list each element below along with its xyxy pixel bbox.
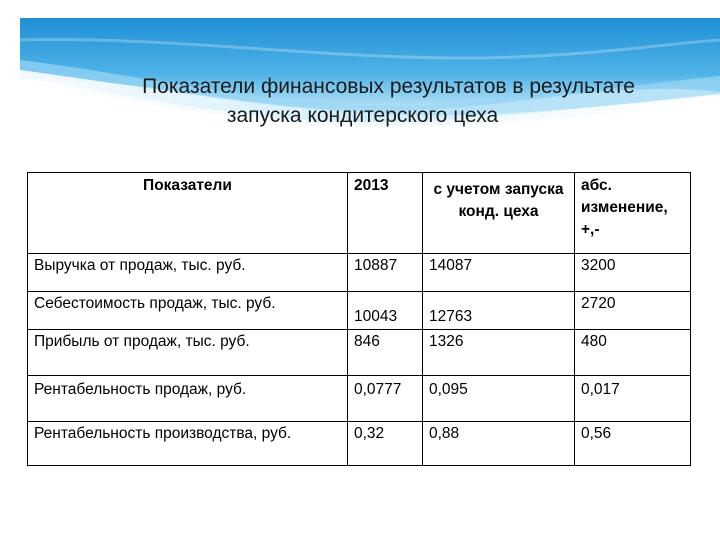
row-label: Рентабельность производства, руб. (28, 422, 348, 466)
cell-abs-change: 0,56 (575, 422, 691, 466)
cell-abs-change: 480 (575, 330, 691, 376)
cell-2013: 10887 (348, 254, 423, 292)
table-row (28, 422, 691, 466)
title-line-2: запуска кондитерского цеха (226, 104, 499, 127)
header-2013: 2013 (348, 173, 423, 254)
header-with-launch: с учетом запуска конд. цеха (423, 173, 575, 254)
row-label: Выручка от продаж, тыс. руб. (28, 254, 348, 292)
table-row (28, 292, 691, 330)
cell-with-launch: 14087 (423, 254, 575, 292)
cell-with-launch: 1326 (423, 330, 575, 376)
table-row (28, 376, 691, 422)
cell-abs-change: 2720 (575, 292, 691, 330)
cell-with-launch: 0,88 (423, 422, 575, 466)
financial-results-table (27, 172, 691, 466)
cell-2013: 0,0777 (348, 376, 423, 422)
table-row (28, 254, 691, 292)
page-title (0, 72, 720, 130)
header-indicators: Показатели (28, 173, 348, 254)
cell-with-launch (423, 292, 575, 330)
row-label: Прибыль от продаж, тыс. руб. (28, 330, 348, 376)
row-label: Себестоимость продаж, тыс. руб. (28, 292, 348, 330)
cell-value: 12763 (429, 308, 473, 325)
cell-abs-change: 0,017 (575, 376, 691, 422)
title-line-1: Показатели финансовых результатов в результате (142, 75, 635, 98)
cell-2013: 0,32 (348, 422, 423, 466)
header-abs-change: абс. изменение, +,- (575, 173, 691, 254)
cell-2013 (348, 292, 423, 330)
cell-2013: 846 (348, 330, 423, 376)
table-row (28, 330, 691, 376)
cell-abs-change: 3200 (575, 254, 691, 292)
cell-with-launch: 0,095 (423, 376, 575, 422)
row-label: Рентабельность продаж, руб. (28, 376, 348, 422)
table-header-row (28, 173, 691, 254)
cell-value: 10043 (354, 308, 398, 325)
